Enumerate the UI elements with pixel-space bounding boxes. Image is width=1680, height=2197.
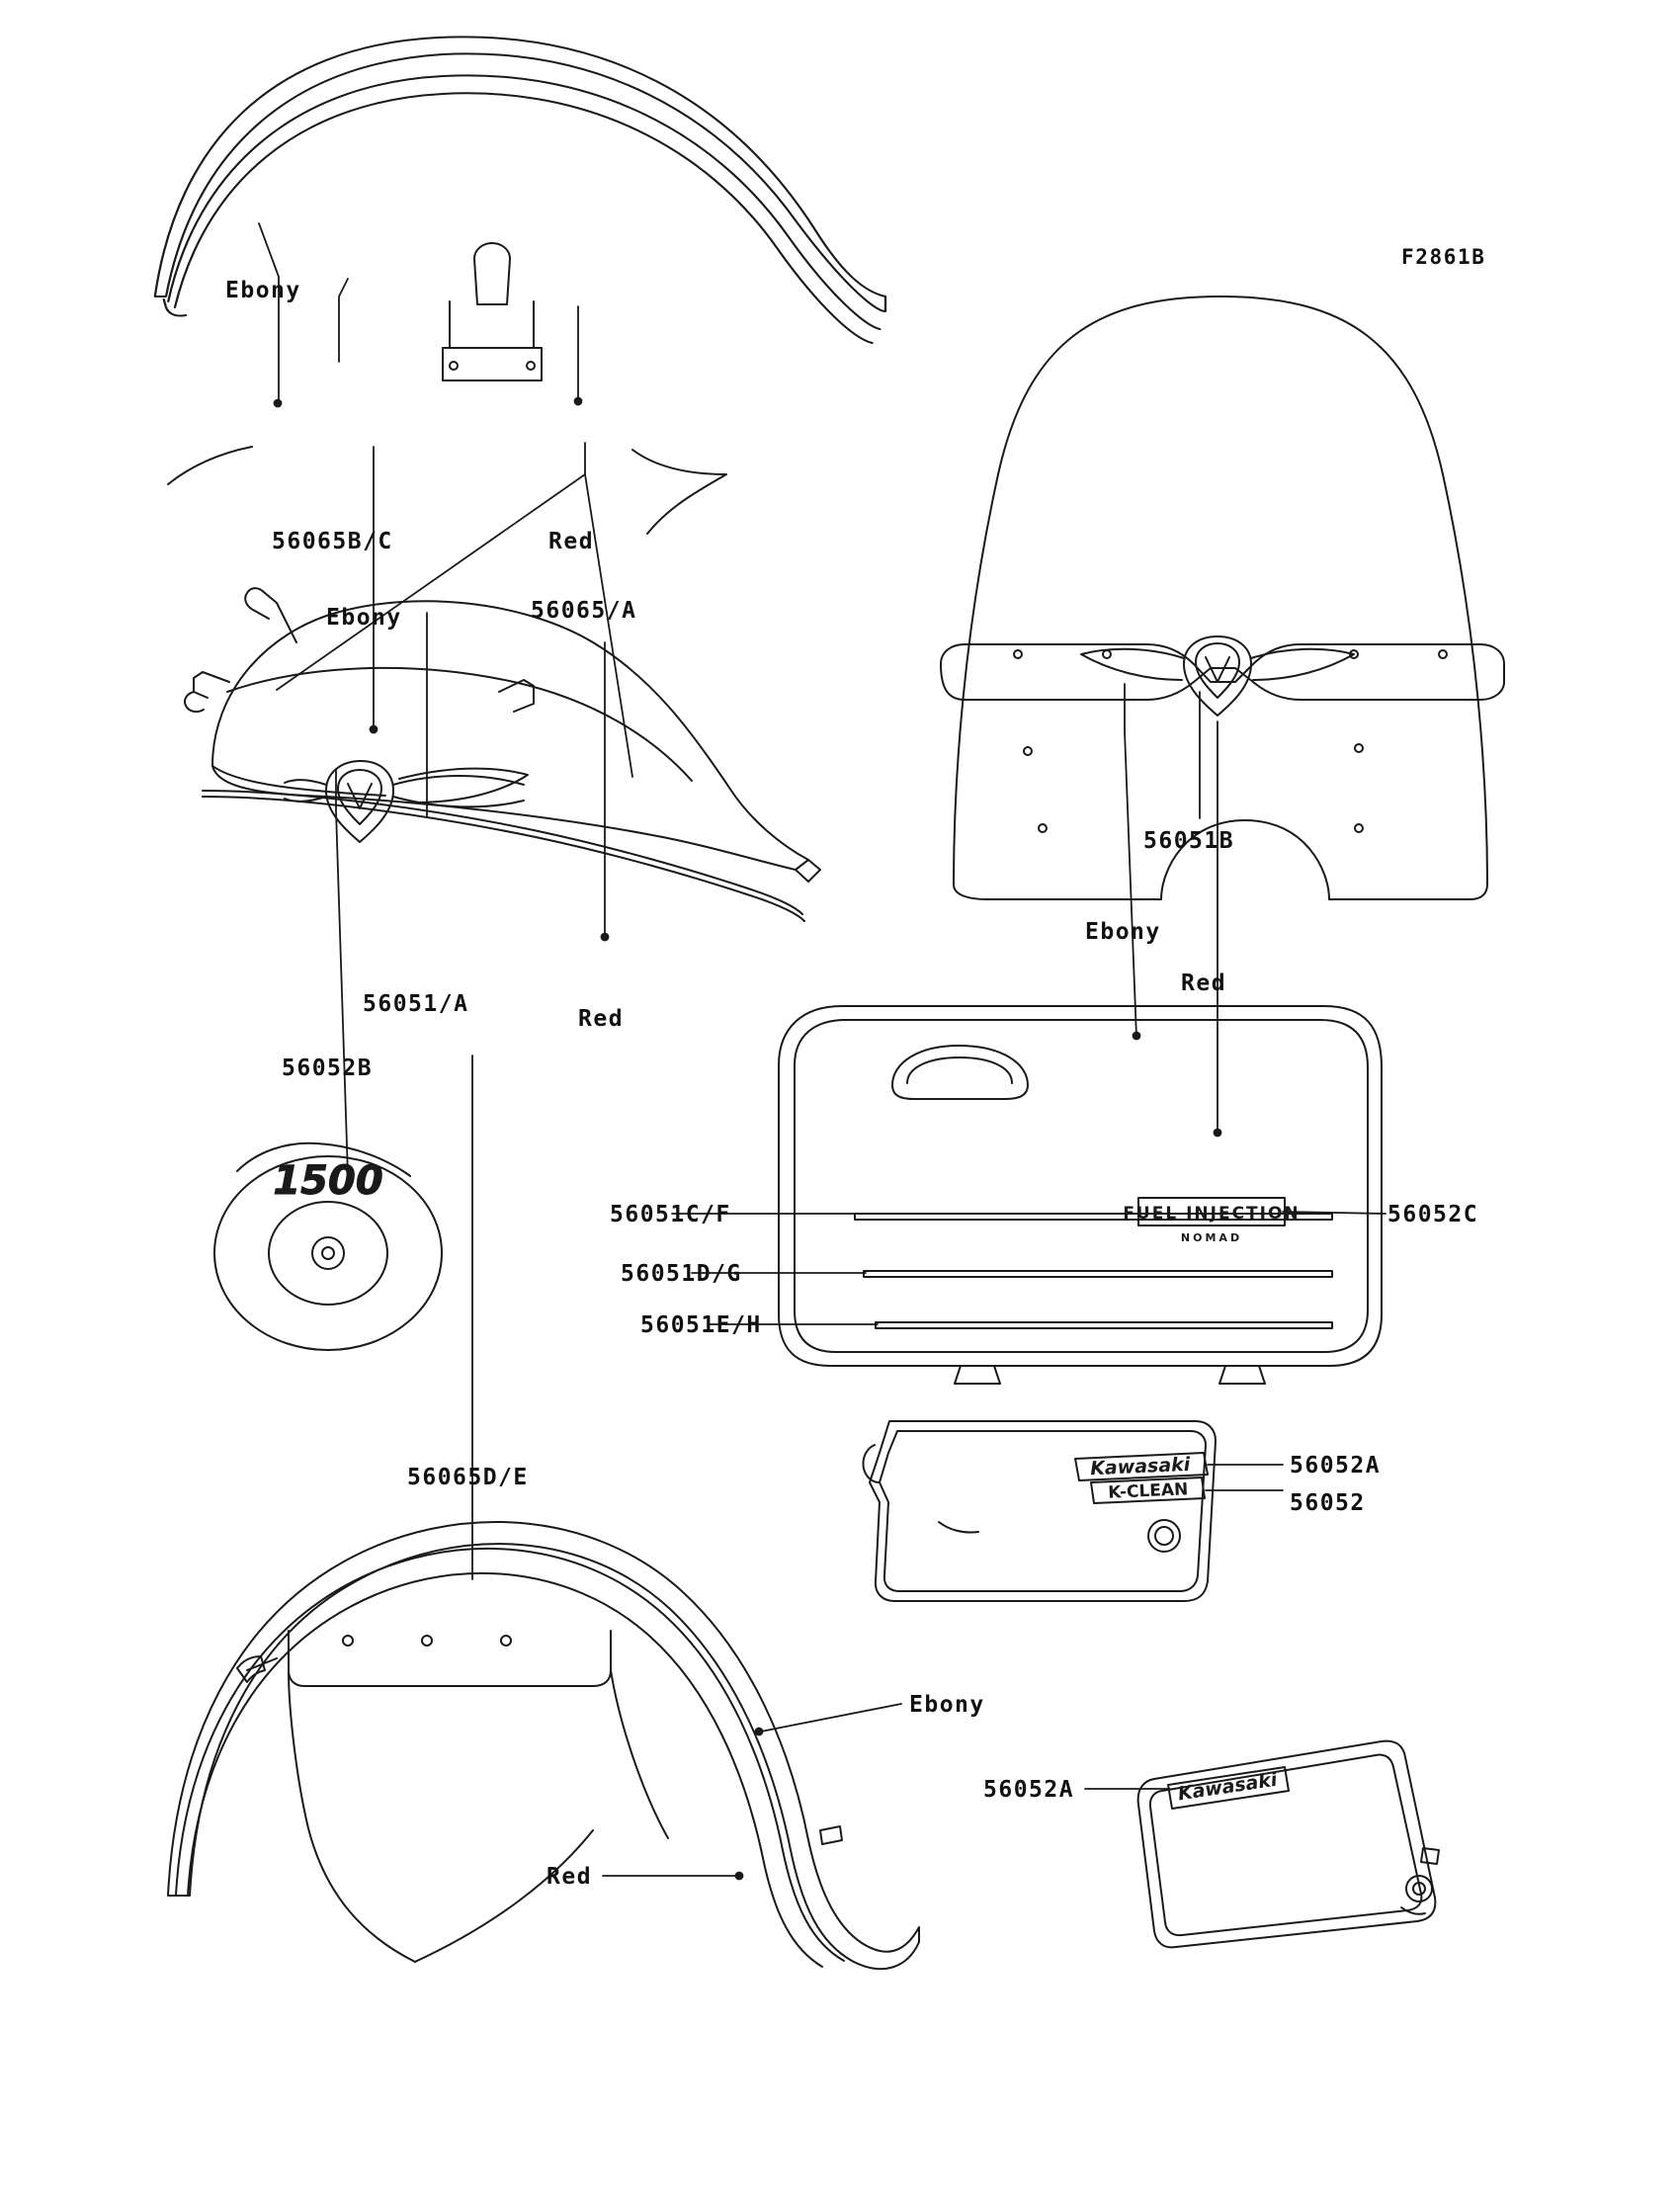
label-tank-emblem-part: 56051/A <box>363 991 469 1017</box>
label-side-cover-part: 56052 <box>1290 1490 1366 1516</box>
label-fuel-cap-part: 56052B <box>282 1056 374 1081</box>
label-saddlebag-ebony: Ebony <box>1085 919 1161 945</box>
svg-text:FUEL INJECTION: FUEL INJECTION <box>1123 1204 1301 1224</box>
label-saddlebag-stripe-2: 56051D/G <box>621 1261 742 1287</box>
label-saddlebag-red: Red <box>1181 971 1227 996</box>
label-rear-fender-red: Red <box>546 1864 593 1890</box>
svg-text:K-CLEAN: K-CLEAN <box>1107 1479 1189 1503</box>
label-tank-ebony: Ebony <box>326 605 402 631</box>
svg-text:1500: 1500 <box>273 1158 383 1204</box>
label-front-fender-part: 56065B/C <box>272 529 393 554</box>
label-saddlebag-fi-part: 56052C <box>1387 1202 1479 1227</box>
svg-text:Kawasaki: Kawasaki <box>1176 1768 1279 1806</box>
label-saddlebag-stripe-3: 56051E/H <box>640 1312 762 1338</box>
label-rear-fender-part: 56065D/E <box>407 1465 529 1490</box>
lower-cover-drawing <box>1138 1741 1439 1948</box>
svg-text:NOMAD: NOMAD <box>1180 1231 1243 1244</box>
label-front-fender-red: Red <box>548 529 595 554</box>
saddlebag-drawing <box>779 1006 1382 1384</box>
label-tank-red: Red <box>578 1006 625 1032</box>
windshield-drawing <box>941 296 1504 899</box>
svg-text:Kawasaki: Kawasaki <box>1089 1453 1191 1480</box>
label-lower-cover-part-a: 56052A <box>983 1777 1075 1803</box>
fuel-tank-drawing <box>185 588 820 921</box>
leader-lines <box>259 223 1386 1880</box>
label-tank-part-56065a: 56065/A <box>531 598 637 624</box>
side-cover-drawing <box>863 1421 1216 1601</box>
label-saddlebag-stripe-1: 56051C/F <box>610 1202 731 1227</box>
label-windshield-part: 56051B <box>1143 828 1235 854</box>
rear-fender-drawing <box>168 1522 919 1969</box>
label-front-fender-ebony: Ebony <box>225 278 301 303</box>
label-rear-fender-ebony: Ebony <box>909 1692 985 1718</box>
sheet-code: F2861B <box>1401 245 1486 269</box>
label-side-cover-part-a: 56052A <box>1290 1453 1382 1479</box>
